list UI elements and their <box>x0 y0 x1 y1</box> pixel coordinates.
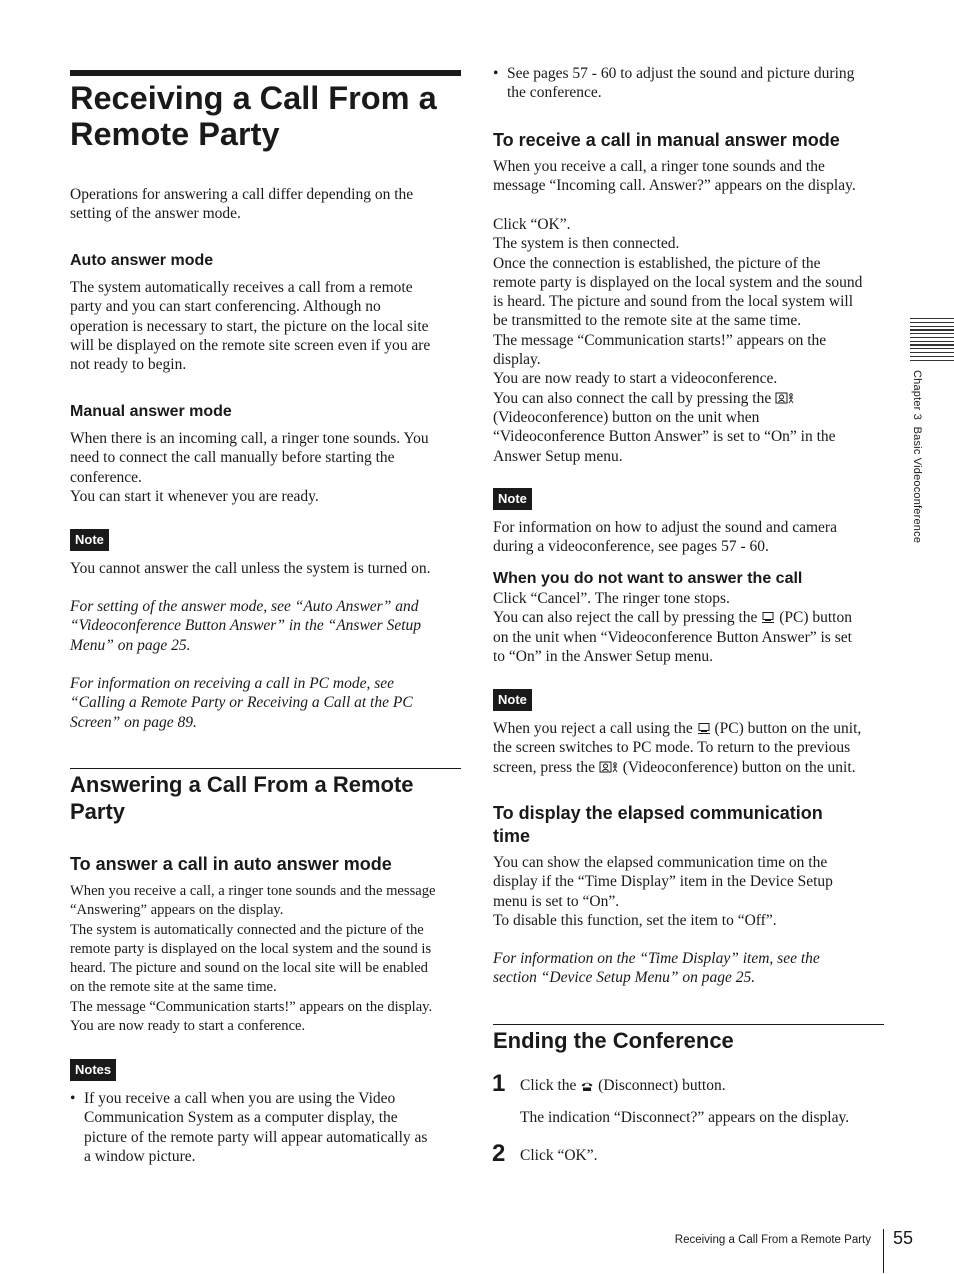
step-2-text: Click “OK”. <box>520 1147 598 1164</box>
text-line <box>493 758 893 777</box>
text-line: menu is set to “On”. <box>493 892 620 910</box>
intro-paragraph <box>70 185 470 224</box>
section-rule <box>493 1024 884 1025</box>
bullet-marker: • <box>493 65 499 82</box>
text-line: Answer Setup menu. <box>493 447 623 465</box>
text-line: To disable this function, set the item to “Off”. <box>493 911 777 929</box>
manual-answer-steps <box>493 215 893 466</box>
text-line <box>493 608 893 627</box>
text-line: The system is then connected. <box>493 235 680 253</box>
text-line: need to connect the call manually before starting the <box>70 449 395 467</box>
videoconference-button-icon <box>599 760 619 774</box>
manual-answer-subheading: To receive a call in manual answer mode <box>493 130 840 150</box>
text-line: Click “OK”. <box>493 216 571 233</box>
pc-button-icon <box>761 611 775 624</box>
text-line: Screen” on page 89. <box>70 713 197 731</box>
heading-line: To display the elapsed communication <box>493 803 823 823</box>
text-line: the screen switches to PC mode. To return to the previous <box>493 739 851 757</box>
text-line: message “Incoming call. Answer?” appears on the display. <box>493 177 856 195</box>
heading-line: Party <box>70 799 126 824</box>
note-text: You cannot answer the call unless the system is turned on. <box>70 560 431 577</box>
text-line: The system automatically receives a call from a remote <box>70 279 413 296</box>
text-line: The message “Communication starts!” appears on the <box>493 331 827 349</box>
text-line: conference. <box>70 468 142 486</box>
text-line: display. <box>493 351 541 369</box>
text-line: “Videoconference Button Answer” is set to “On” in the <box>493 428 836 446</box>
text-line: picture of the remote party will appear automatically as <box>84 1128 428 1146</box>
text-line: be transmitted to the remote site at the same time. <box>493 312 802 330</box>
text-line: When you receive a call, a ringer tone sounds and the message <box>70 883 436 899</box>
manual-answer-paragraph <box>70 429 470 506</box>
answer-mode-reference <box>70 597 470 655</box>
text-line: “Calling a Remote Party or Receiving a Call at the PC <box>70 694 413 712</box>
text-line: not ready to begin. <box>70 356 187 374</box>
text-line: section “Device Setup Menu” on page 25. <box>493 969 756 987</box>
text-line: For information on the “Time Display” item, see the <box>493 950 820 967</box>
auto-answer-paragraph <box>70 278 470 374</box>
text-line: For setting of the answer mode, see “Auto Answer” and <box>70 598 419 615</box>
text-line: You can show the elapsed communication time on the <box>493 854 828 871</box>
text-line: remote party is displayed on the local system and the sound <box>493 273 863 291</box>
text-line: “Answering” appears on the display. <box>70 902 284 919</box>
heading-line: time <box>493 826 531 846</box>
text-line: For information on how to adjust the sound and camera <box>493 519 837 536</box>
text-span: screen, press the <box>493 758 595 776</box>
time-display-reference <box>493 949 893 988</box>
text-line: Once the connection is established, the picture of the <box>493 254 821 272</box>
text-line: When you receive a call, a ringer tone sounds and the <box>493 158 825 175</box>
page-number: 55 <box>893 1228 914 1248</box>
answering-section-heading <box>70 771 470 825</box>
heading-line: Answering a Call From a Remote <box>70 772 414 797</box>
text-span: You can also reject the call by pressing the <box>493 609 758 627</box>
text-span: (Videoconference) button on the unit. <box>622 758 856 776</box>
text-line: display if the “Time Display” item in the Device Setup <box>493 873 833 891</box>
ending-section-heading: Ending the Conference <box>493 1028 734 1053</box>
reject-call-paragraph <box>493 589 893 666</box>
text-line: Communication System as a computer display, the <box>84 1109 398 1127</box>
videoconference-button-icon <box>775 391 795 405</box>
step-number: 1 <box>492 1070 506 1097</box>
notes-bullet-2 <box>507 64 897 103</box>
step-1-text <box>520 1076 726 1095</box>
note-badge: Note <box>493 689 532 711</box>
text-line: party and you can start conferencing. Although no <box>70 298 381 316</box>
text-line: When there is an incoming call, a ringer tone sounds. You <box>70 430 429 447</box>
text-line: The message “Communication starts!” appears on the display. <box>70 998 433 1015</box>
text-span: You can also connect the call by pressing the <box>493 389 772 407</box>
step-1-result: The indication “Disconnect?” appears on the display. <box>520 1109 850 1126</box>
chapter-tab-marker <box>910 318 954 363</box>
text-line: during a videoconference, see pages 57 - 60. <box>493 538 769 556</box>
elapsed-time-paragraph <box>493 853 893 930</box>
text-line: The system is automatically connected and the picture of the <box>70 921 424 938</box>
text-line: You can start it whenever you are ready. <box>70 487 319 505</box>
pc-button-icon <box>697 722 711 735</box>
pc-mode-reference <box>70 674 470 732</box>
page-title-line1: Receiving a Call From a <box>70 80 437 116</box>
text-line: is heard. The picture and sound from the local system will <box>493 293 854 311</box>
text-span: (PC) button <box>779 609 852 627</box>
text-line: will be displayed on the remote site screen even if you are <box>70 336 431 354</box>
title-top-rule <box>70 70 461 76</box>
text-line <box>493 389 893 408</box>
text-line: a window picture. <box>84 1147 196 1165</box>
section-rule <box>70 768 461 769</box>
auto-answer-subheading: To answer a call in auto answer mode <box>70 854 392 874</box>
text-line: setting of the answer mode. <box>70 205 241 223</box>
elapsed-time-heading <box>493 802 893 848</box>
text-span: Click the <box>520 1077 577 1094</box>
text-line: to “On” in the Answer Setup menu. <box>493 647 713 665</box>
footer-divider <box>883 1229 884 1273</box>
text-span: When you reject a call using the <box>493 720 693 737</box>
text-line: “Videoconference Button Answer” in the “Answer Setup <box>70 617 422 635</box>
text-line: See pages 57 - 60 to adjust the sound and picture during <box>507 65 855 82</box>
note-badge: Note <box>70 529 109 551</box>
text-span: (Disconnect) button. <box>598 1077 726 1094</box>
reject-call-heading: When you do not want to answer the call <box>493 570 803 587</box>
step-number: 2 <box>492 1140 506 1167</box>
manual-answer-intro <box>493 157 893 196</box>
note-text <box>493 518 893 557</box>
text-line: For information on receiving a call in PC mode, see <box>70 675 395 692</box>
text-line: You are now ready to start a videoconference. <box>493 370 778 388</box>
page-title <box>70 80 470 152</box>
text-line: remote party is displayed on the local system and the sound is <box>70 940 432 957</box>
notes-bullet-1 <box>84 1089 474 1166</box>
auto-answer-steps <box>70 882 470 1036</box>
chapter-label: Chapter 3 Basic Videoconference <box>911 370 923 544</box>
text-line: If you receive a call when you are using the Video <box>84 1090 396 1107</box>
text-span: (PC) button on the unit, <box>714 720 862 737</box>
text-line: Click “Cancel”. The ringer tone stops. <box>493 590 730 607</box>
text-line: Menu” on page 25. <box>70 636 191 654</box>
text-line: (Videoconference) button on the unit when <box>493 408 760 426</box>
text-line <box>493 719 893 738</box>
auto-answer-heading: Auto answer mode <box>70 252 214 269</box>
text-line: You are now ready to start a conference. <box>70 1018 306 1035</box>
text-line: Operations for answering a call differ depending on the <box>70 186 414 203</box>
note-badge: Note <box>493 488 532 510</box>
disconnect-button-icon <box>580 1080 594 1092</box>
text-line: on the unit when “Videoconference Button Answer” is set <box>493 628 852 646</box>
manual-answer-heading: Manual answer mode <box>70 403 232 420</box>
note-text <box>493 719 893 777</box>
text-line: operation is necessary to start, the picture on the local site <box>70 317 429 335</box>
running-title: Receiving a Call From a Remote Party <box>674 1234 871 1246</box>
page-title-line2: Remote Party <box>70 116 280 152</box>
text-line: on the remote site at the same time. <box>70 979 277 996</box>
text-line: heard. The picture and sound on the local site will be enabled <box>70 960 428 977</box>
text-line: the conference. <box>507 84 602 102</box>
notes-badge: Notes <box>70 1059 116 1081</box>
bullet-marker: • <box>70 1090 76 1107</box>
